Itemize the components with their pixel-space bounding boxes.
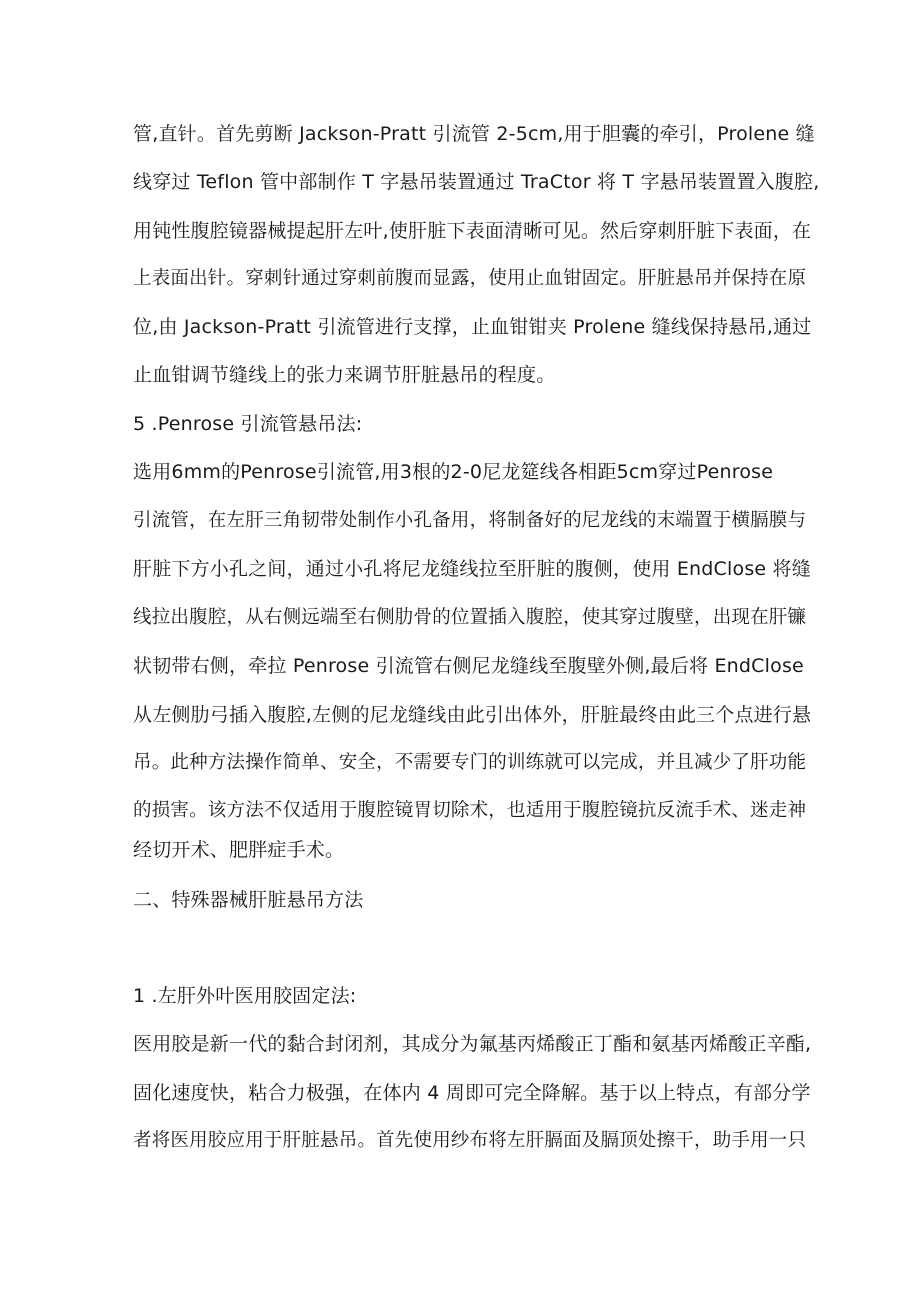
subsection-heading: 1 .左肝外叶医用胶固定法: [133,985,357,1007]
paragraph-line: 肝脏下方小孔之间，通过小孔将尼龙缝线拉至肝脏的腹侧，使用 EndClose 将缝 [133,558,811,580]
paragraph-line: 者将医用胶应用于肝脏悬吊。首先使用纱布将左肝膈面及膈顶处擦干，助手用一只 [133,1130,807,1151]
paragraph-line: 经切开术、肥胖症手术。 [133,839,345,861]
paragraph-line: 状韧带右侧，牵拉 Penrose 引流管右侧尼龙缝线至腹壁外侧,最后将 EndClose [133,655,804,677]
paragraph-line: 固化速度快，粘合力极强，在体内 4 周即可完全降解。基于以上特点，有部分学 [133,1082,811,1104]
section-heading: 5 .Penrose 引流管悬吊法: [133,413,363,435]
paragraph-line: 的损害。该方法不仅适用于腹腔镜胃切除术，也适用于腹腔镜抗反流手术、迷走神 [133,800,807,821]
paragraph-line: 上表面出针。穿刺针通过穿刺前腹而显露，使用止血钳固定。肝脏悬吊并保持在原 [133,268,807,289]
paragraph-line: 用钝性腹腔镜器械提起肝左叶,使肝脏下表面清晰可见。然后穿刺肝脏下表面，在 [133,220,812,242]
paragraph-line: 从左侧肋弓插入腹腔,左侧的尼龙缝线由此引出体外，肝脏最终由此三个点进行悬 [133,704,812,726]
paragraph-line: 选用6mm的Penrose引流管,用3根的2-0尼龙筵线各相距5cm穿过Penrose [133,461,774,483]
paragraph-line: 位,由 Jackson-Pratt 引流管进行支撑，止血钳钳夹 Prolene 缝线保持悬吊,通过 [133,316,812,338]
paragraph-line: 引流管，在左肝三角韧带处制作小孔备用，将制备好的尼龙线的末端置于横膈膜与 [133,510,807,531]
paragraph-line: 管,直针。首先剪断 Jackson-Pratt 引流管 2-5cm,用于胆囊的牵引，Prolene 缝 [133,123,815,145]
paragraph-line: 医用胶是新一代的黏合封闭剂，其成分为氟基丙烯酸正丁酯和氨基丙烯酸正辛酯, [133,1033,812,1055]
paragraph-line: 吊。此种方法操作简单、安全，不需要专门的训练就可以完成，并且减少了肝功能 [133,752,807,773]
section-heading: 二、特殊器械肝脏悬吊方法 [133,889,364,911]
paragraph-line: 线穿过 Teflon 管中部制作 T 字悬吊装置通过 TraCtor 将 T 字悬吊装置置入腹腔, [133,171,820,193]
paragraph-line: 线拉出腹腔，从右侧远端至右侧肋骨的位置插入腹腔，使其穿过腹壁，出现在肝镰 [133,607,807,628]
paragraph-line: 止血钳调节缝线上的张力来调节肝脏悬吊的程度。 [133,364,556,386]
